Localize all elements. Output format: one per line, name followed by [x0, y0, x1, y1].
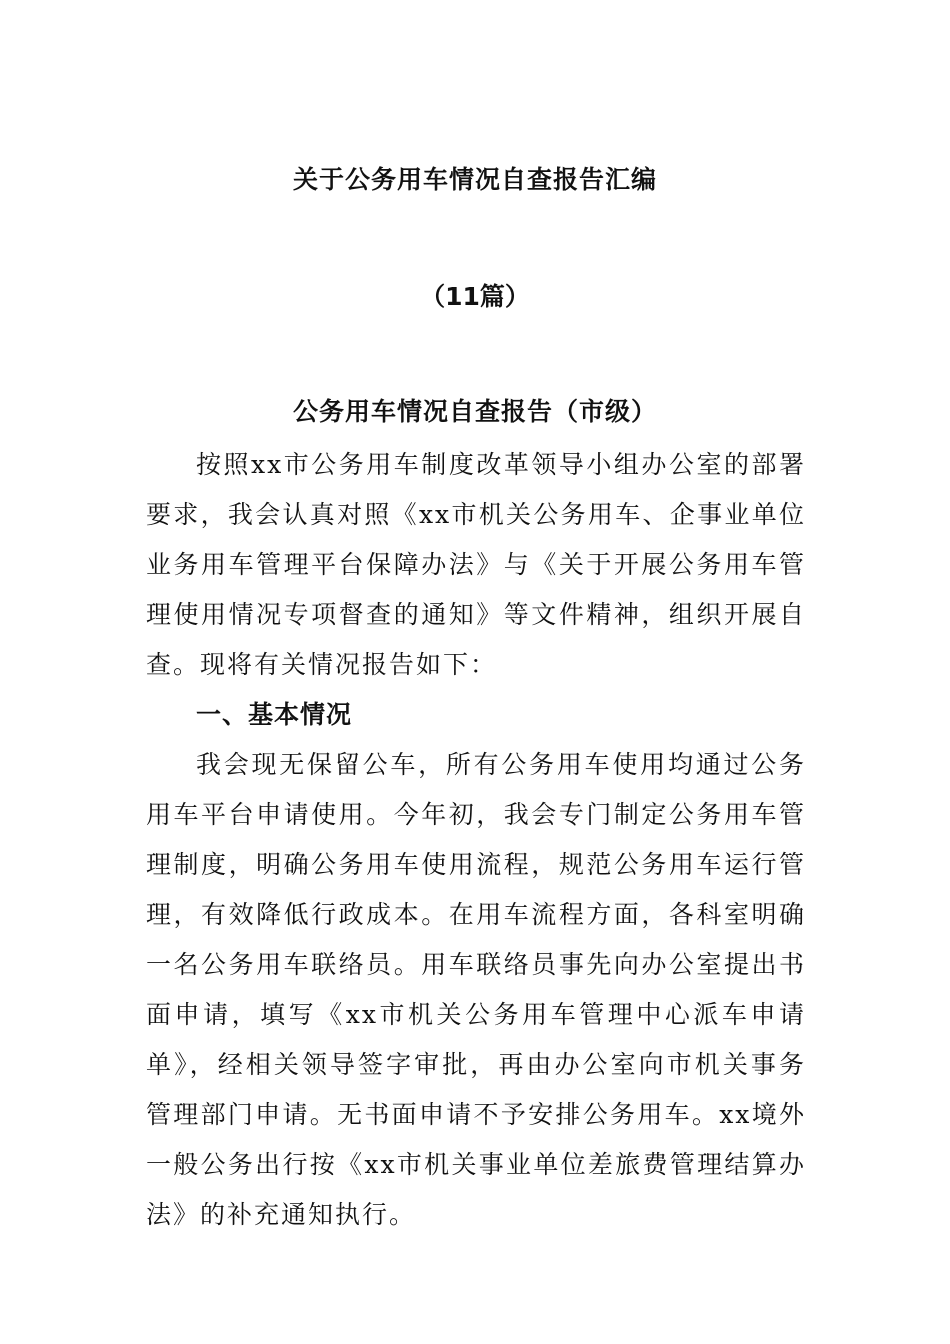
section-title: 公务用车情况自查报告（市级） [292, 397, 657, 426]
document-body [146, 440, 806, 1240]
basic-situation-paragraph: 我会现无保留公车，所有公务用车使用均通过公务用车平台申请使用。今年初，我会专门制定公务用车管理制度，明确公务用车使用流程，规范公务用车运行管理，有效降低行政成本。在用车流程方面，各科室明确一名公务用车联络员。用车联络员事先向办公室提出书面申请，填写《xx市机关公务用车管理中心派车申请单》，经相关领导签字审批，再由办公室向市机关事务管理部门申请。无书面申请不予安排公务用车。xx境外一般公务出行按《xx市机关事业单位差旅费管理结算办法》的补充通知执行。 [146, 750, 806, 1229]
document-title: 关于公务用车情况自查报告汇编 [292, 165, 657, 194]
section-heading-basic: 一、基本情况 [196, 700, 353, 729]
document-count: （11篇） [420, 282, 530, 311]
intro-paragraph: 按照xx市公务用车制度改革领导小组办公室的部署要求，我会认真对照《xx市机关公务用车、企事业单位业务用车管理平台保障办法》与《关于开展公务用车管理使用情况专项督查的通知》等文件精神，组织开展自查。现将有关情况报告如下： [146, 450, 806, 679]
